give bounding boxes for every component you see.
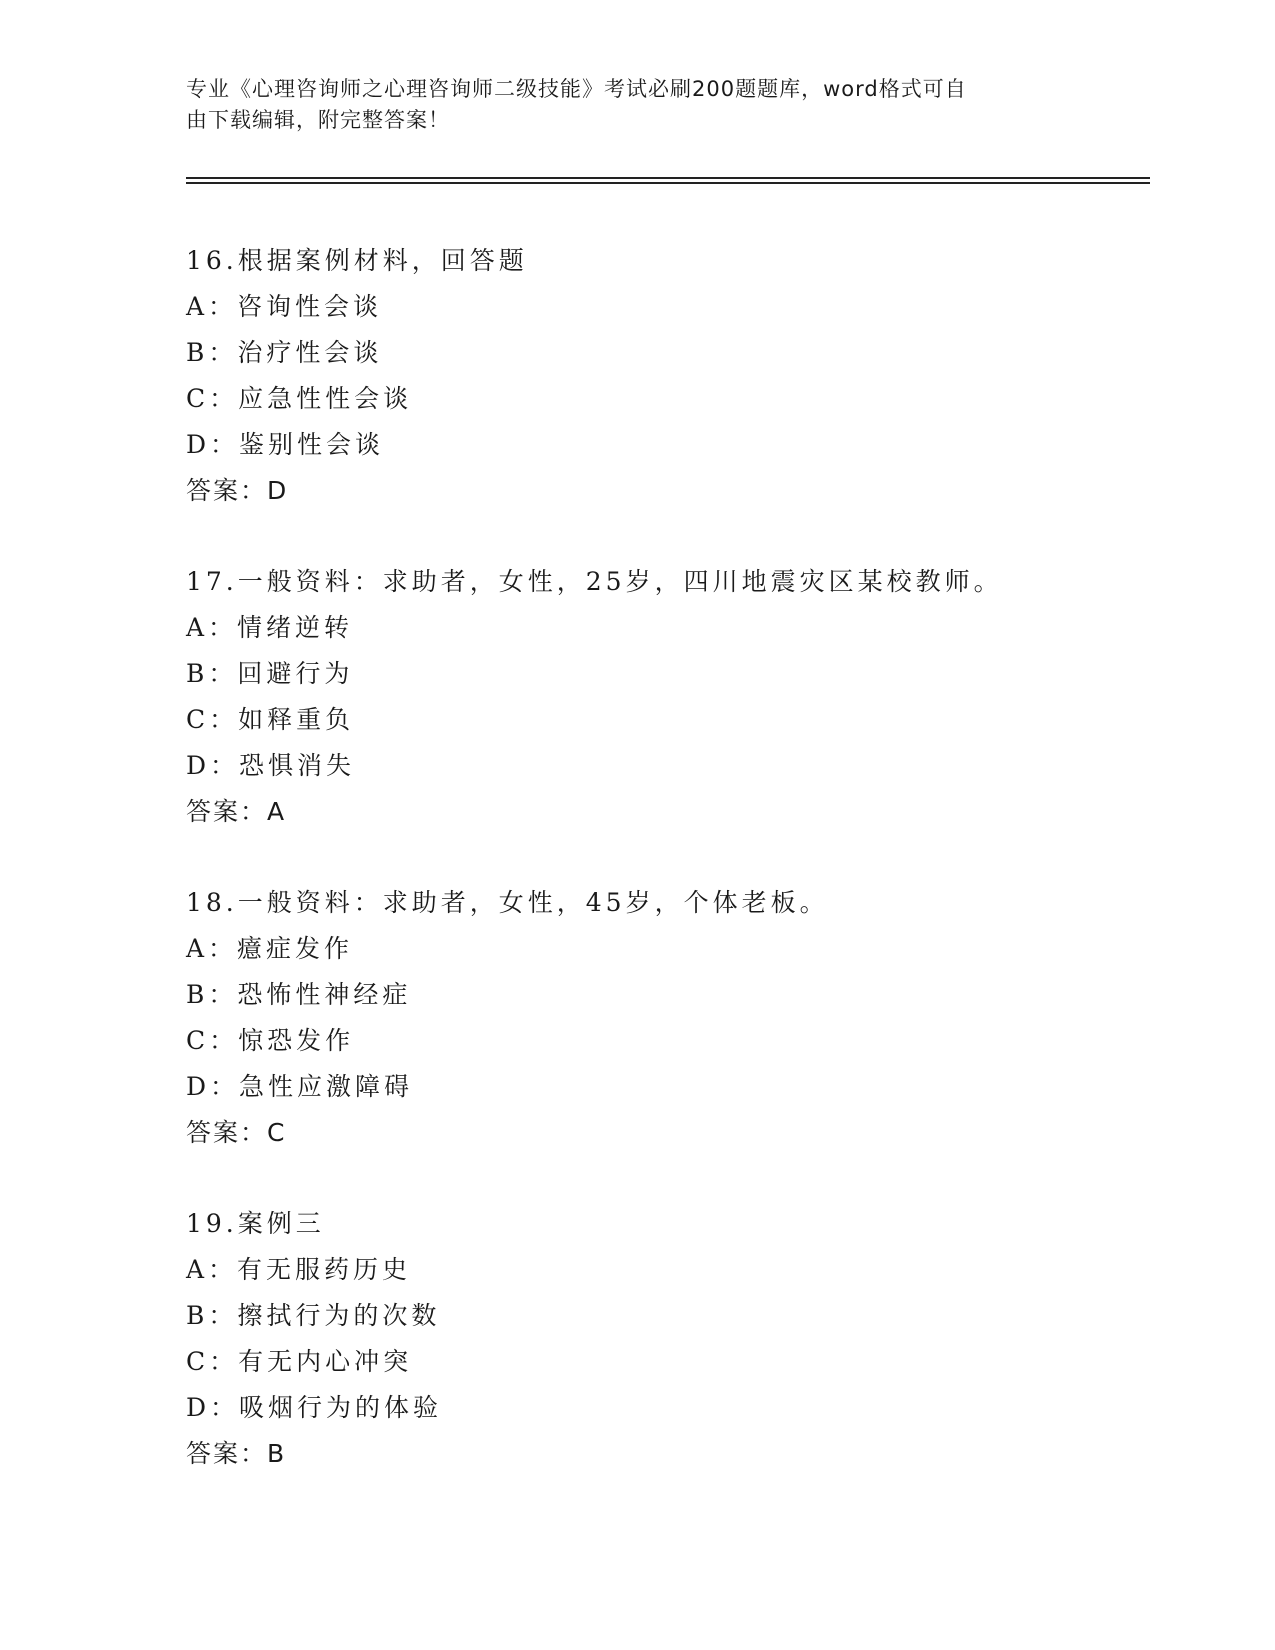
option-a: A：癔症发作 xyxy=(186,934,354,963)
header-divider-bottom xyxy=(186,182,1150,184)
option-a: A：咨询性会谈 xyxy=(186,292,383,321)
option-c: C：应急性性会谈 xyxy=(186,384,413,413)
question-19 xyxy=(186,1201,1166,1477)
header-line-1: 专业《心理咨询师之心理咨询师二级技能》考试必刷200题题库，word格式可自 xyxy=(186,77,967,101)
option-d: D：恐惧消失 xyxy=(186,751,356,780)
option-b: B：回避行为 xyxy=(186,659,354,688)
option-b: B：擦拭行为的次数 xyxy=(186,1301,441,1330)
question-16 xyxy=(186,238,1166,514)
answer-line: 答案：B xyxy=(186,1439,287,1468)
option-d: D：吸烟行为的体验 xyxy=(186,1393,443,1422)
answer-line: 答案：A xyxy=(186,797,287,826)
option-a: A：情绪逆转 xyxy=(186,613,354,642)
question-stem: 18.一般资料：求助者，女性，45岁，个体老板。 xyxy=(186,888,829,917)
answer-line: 答案：D xyxy=(186,476,289,505)
header-line-2: 由下载编辑，附完整答案！ xyxy=(186,108,450,132)
option-b: B：恐怖性神经症 xyxy=(186,980,412,1009)
option-d: D：鉴别性会谈 xyxy=(186,430,385,459)
document-header xyxy=(186,74,1066,136)
option-d: D：急性应激障碍 xyxy=(186,1072,414,1101)
answer-line: 答案：C xyxy=(186,1118,287,1147)
question-stem: 17.一般资料：求助者，女性，25岁，四川地震灾区某校教师。 xyxy=(186,567,1003,596)
question-18 xyxy=(186,880,1166,1156)
question-17 xyxy=(186,559,1166,835)
option-c: C：惊恐发作 xyxy=(186,1026,355,1055)
option-b: B：治疗性会谈 xyxy=(186,338,383,367)
question-stem: 16.根据案例材料，回答题 xyxy=(186,246,528,275)
option-a: A：有无服药历史 xyxy=(186,1255,412,1284)
option-c: C：如释重负 xyxy=(186,705,355,734)
option-c: C：有无内心冲突 xyxy=(186,1347,413,1376)
question-stem: 19.案例三 xyxy=(186,1209,325,1238)
header-divider-top xyxy=(186,177,1150,179)
